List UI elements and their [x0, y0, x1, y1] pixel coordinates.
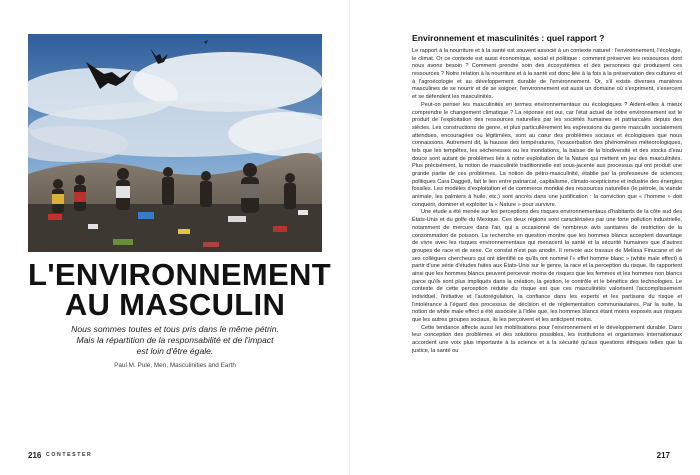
- body-paragraph: Cette tendance affecte aussi les mobilisations pour l'environnement et le développement durable. Dans leur conception des problèmes et des solutions possibles, les institutions et organismes internationaux accordent une voix plus importante à la science et à la sécurité qu'aux questions éthiques telles que la justice, la santé ou: [412, 324, 682, 354]
- right-page: [350, 0, 700, 475]
- section-heading: Environnement et masculinités : quel rapport ?: [412, 33, 605, 43]
- magazine-name: CONTESTER: [46, 452, 93, 458]
- article-title: L'ENVIRONNEMENT AU MASCULIN: [28, 257, 331, 322]
- body-paragraph: Une étude a été menée sur les perceptions des risques environnementaux d'habitants de la côte sud des États-Unis et du golfe du Mexique. Ces deux régions sont caractérisées par une forte pollution industrielle, notamment de mercure dans l'air, qui a occasionné de nombreux avis sanitaires de restriction de la consommation de poisson. La recherche en question montre que les hommes blancs acceptent davantage de vivre avec les risques environnementaux qui menacent la santé et la sécurité humaines que d'autres groupes de race et de sexe. Ce constat n'est pas anodin. Il renvoie aux travaux de Melissa Finucane et de ses collègues chercheurs qui ont identifié ce qu'ils ont nommé l'« effet homme blanc » (white male effect) à partir d'une série d'études faites aux États-Unis sur le genre, la race et la perception du risque. Ils rapportent ainsi que les hommes blancs peuvent percevoir moins de risques que les femmes et les hommes non blancs parce qu'ils sont plus impliqués dans la création, la gestion, le contrôle et le bénéfice des technologies. Le contexte de cette perception réduite du risque est que ces masculinités valorisent l'accomplissement individuel, l'initiative et l'autorégulation, la confiance dans les experts et les partisans du risque et l'intolérance à l'égard des processus de décision et de réglementation communautaires. Par la suite, la notion de white male effect a été associée à l'idée que, les hommes blancs étant moins exposés aux risques que les autres groupes sociaux, ils les perçoivent et les anticipent moins.: [412, 209, 682, 324]
- body-paragraph: Peut-on penser les masculinités en termes environnementaux ou écologiques ? Aident-elles à mieux comprendre le changement climatique ? La réponse est oui, car l'état actuel de notre environnement est le produit de l'exploitation des ressources naturelles par les sociétés humaines et patriarcales depuis des siècles. Les constructions de genre, et plus particulièrement les expressions du genre masculin socialement attendues, encouragées ou légitimées, sont au cœur des problèmes sociaux et écologiques que nous connaissons. Autrement dit, la hausse des températures, l'exacerbation des phénomènes météorologiques, tels que les tempêtes, les sécheresses ou les inondations, la baisse de la biodiversité et des stocks d'eau douce sont autant de problèmes liés à notre exploitation de la Nature qui mettent en jeu des masculinités. Plus précisément, la notion de masculinité traditionnelle est sous-jacente aux processus qui ont produit une grande partie de ces problèmes. La notion de pétro-masculinité, établie par la professeure de sciences politiques Cara Daggett, fait le lien entre patriarcat, capitalisme, climato-scepticisme et industrie des énergies fossiles. Les modèles d'exploitation et de commerce mondial des ressources naturelles (le pétrole, la viande animale, les palmiers à huile, etc.) sont ancrés dans une justification : la conviction que « l'homme » doit conquérir, dominer et exploiter la « Nature » pour survivre.: [412, 101, 682, 208]
- quote-credit: Paul M. Pulé, Men, Masculinities and Earth: [114, 362, 236, 369]
- landfill-illustration: [28, 34, 322, 252]
- body-paragraph: Le rapport à la nourriture et à la santé est souvent associé à un contexte naturel : l'environnement, l'écologie, le climat. Or ce contexte est aussi économique, social et politique : comment préserver les ressources dont nous avons besoin ? Comment prendre soin des écosystèmes et des personnes qui produisent ces ressources ? Notre relation à la nourriture et à la santé est donc liée à la fois à la préservation des cultures et à l'agroécologie et au développement durable de l'environnement. Or, s'il existe diverses manières masculines de se nourrir et de se soigner, l'environnement est aussi un domaine où s'expriment, s'exercent et se défendent les masculinités.: [412, 48, 682, 101]
- article-column: [412, 33, 682, 356]
- page-number-right: 217: [656, 451, 670, 460]
- page-number-left: 216: [28, 451, 42, 460]
- landfill-photo: [28, 34, 322, 252]
- article-lead: Nous sommes toutes et tous pris dans le même pétrin. Mais la répartition de la responsabilité et de l'impact est loin d'être égale.: [71, 324, 279, 357]
